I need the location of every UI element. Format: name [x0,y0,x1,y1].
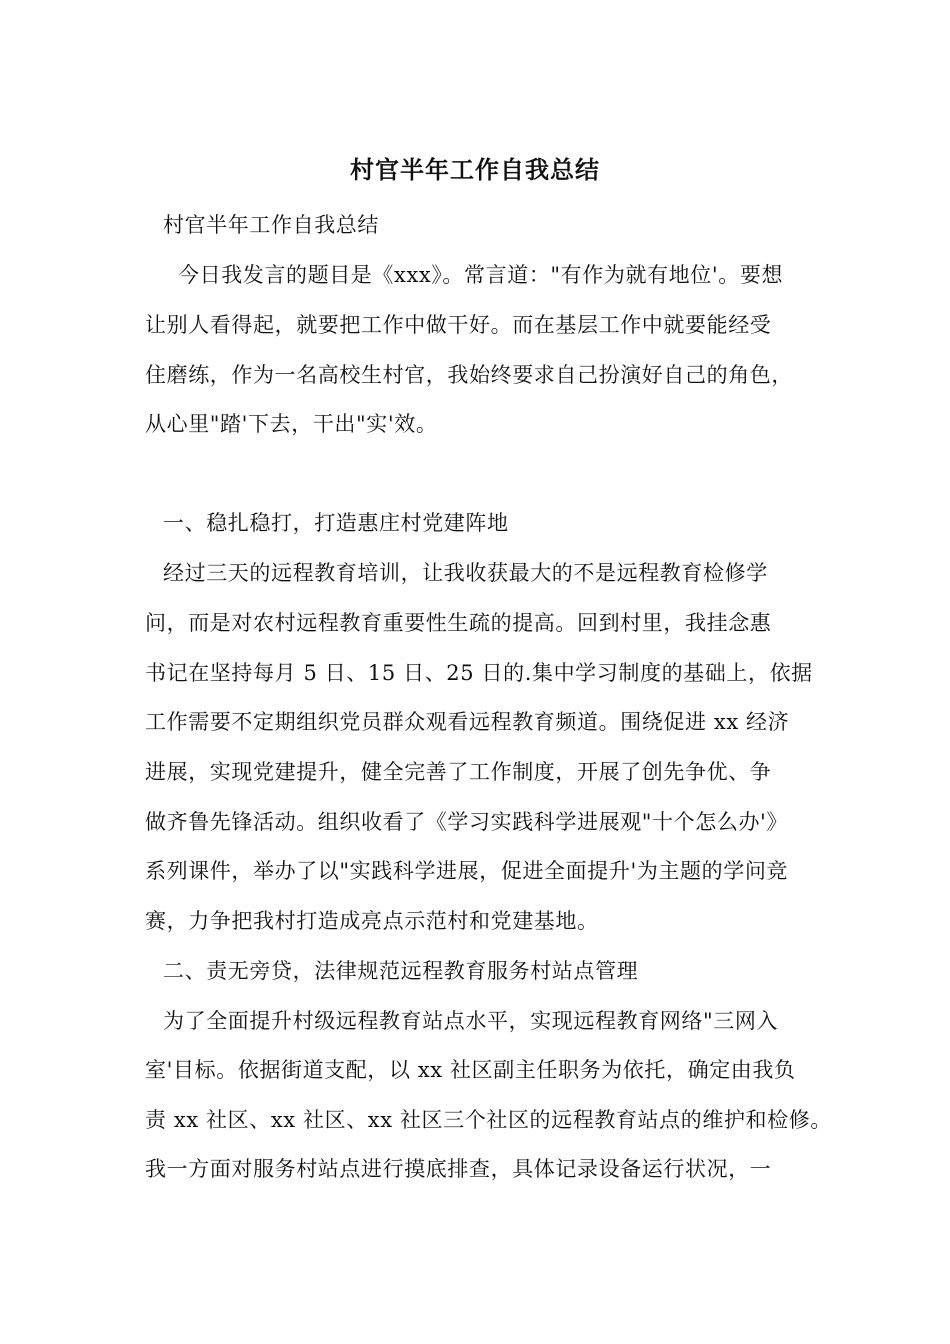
section-heading: 二、责无旁贷，法律规范远程教育服务村站点管理 [163,959,639,983]
paragraph-line: 我一方面对服务村站点进行摸底排查，具体记录设备运行状况，一 [145,1157,772,1181]
paragraph-line: 系列课件，举办了以"实践科学进展，促进全面提升'为主题的学问竞 [145,859,789,883]
paragraph-line: 责 xx 社区、xx 社区、xx 社区三个社区的远程教育站点的维护和检修。 [145,1108,832,1132]
paragraph-line: 室'目标。依据街道支配，以 xx 社区副主任职务为依托，确定由我负 [145,1058,796,1082]
document-subtitle: 村官半年工作自我总结 [163,213,379,237]
paragraph-line: 让别人看得起，就要把工作中做干好。而在基层工作中就要能经受 [145,313,772,337]
paragraph-line: 做齐鲁先锋活动。组织收看了《学习实践科学进展观"十个怎么办'》 [145,810,789,834]
document-title: 村官半年工作自我总结 [350,155,600,184]
paragraph-line: 今日我发言的题目是《xxx》。常言道："有作为就有地位'。要想 [178,263,784,287]
paragraph-line: 进展，实现党建提升，健全完善了工作制度，开展了创先争优、争 [145,760,772,784]
paragraph-line: 住磨练，作为一名高校生村官，我始终要求自己扮演好自己的角色， [145,363,793,387]
section-heading: 一、稳扎稳打，打造惠庄村党建阵地 [163,511,509,535]
paragraph-line: 经过三天的远程教育培训，让我收获最大的不是远程教育检修学 [163,561,768,585]
paragraph-line: 书记在坚持每月 5 日、15 日、25 日的.集中学习制度的基础上，依据 [145,661,813,685]
paragraph-line: 问，而是对农村远程教育重要性生疏的提高。回到村里，我挂念惠 [145,611,772,635]
paragraph-line: 工作需要不定期组织党员群众观看远程教育频道。围绕促进 xx 经济 [145,710,790,734]
paragraph-line: 从心里"踏'下去，干出"实'效。 [145,412,438,436]
paragraph-line: 赛，力争把我村打造成亮点示范村和党建基地。 [145,909,599,933]
paragraph-line: 为了全面提升村级远程教育站点水平，实现远程教育网络"三网入 [163,1009,779,1033]
